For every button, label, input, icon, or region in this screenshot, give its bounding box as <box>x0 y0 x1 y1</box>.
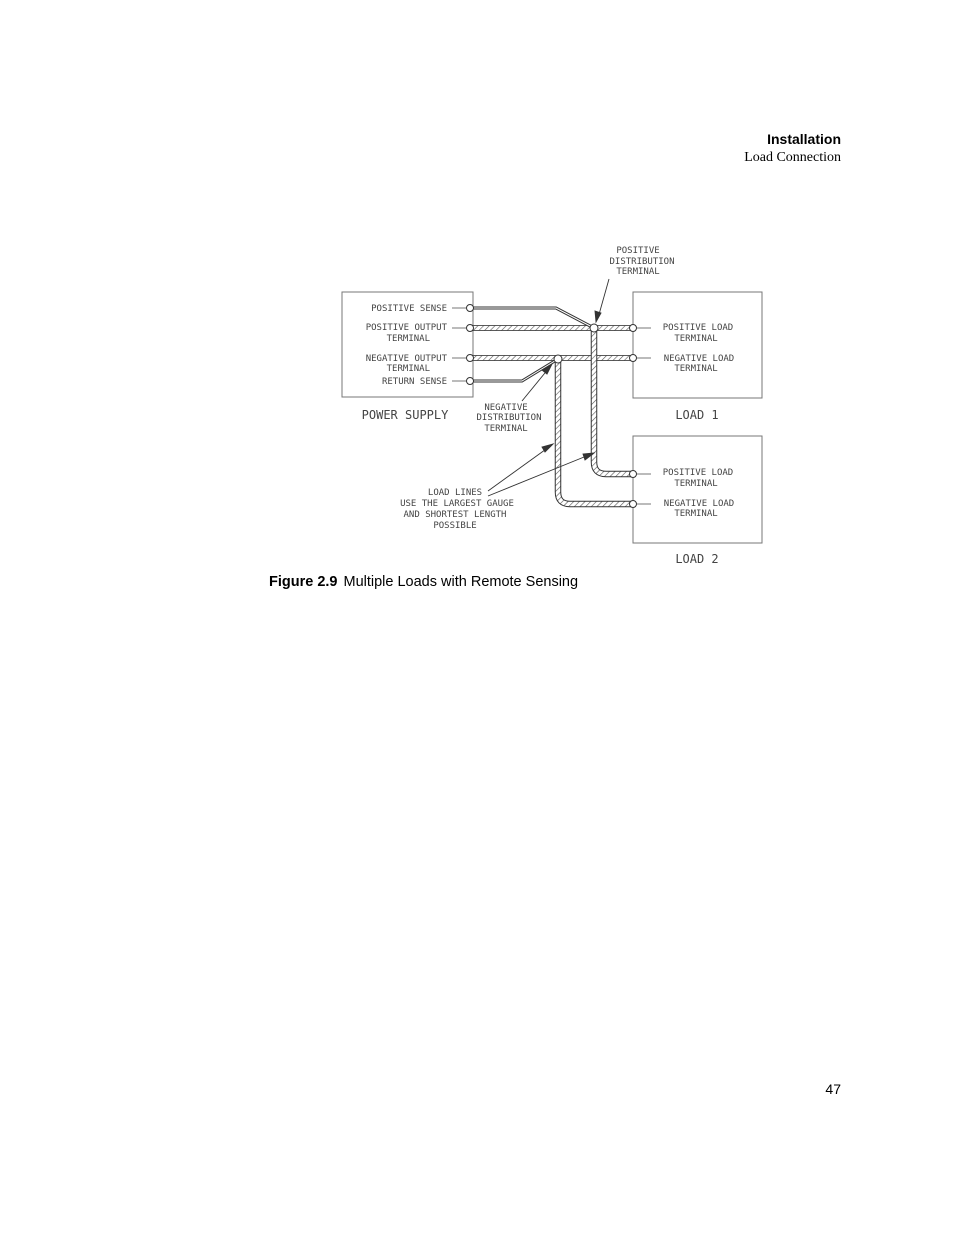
figure-caption <box>269 574 578 590</box>
load2-positive-wire <box>594 329 633 474</box>
figure-title: Multiple Loads with Remote Sensing <box>343 574 579 590</box>
load-lines-label-3: AND SHORTEST LENGTH <box>403 510 507 520</box>
pos-dist-label-3: TERMINAL <box>616 267 660 277</box>
figure-number: Figure 2.9 <box>269 574 338 590</box>
load1-title: LOAD 1 <box>675 408 719 422</box>
positive-output-label: POSITIVE OUTPUT <box>365 323 447 333</box>
load-lines-label-1: LOAD LINES <box>427 488 483 498</box>
load2-negative-label: NEGATIVE LOAD <box>663 499 735 509</box>
subsection-title: Load Connection <box>744 150 841 165</box>
load1-box <box>633 292 762 398</box>
load2-positive-label-2: TERMINAL <box>674 479 718 489</box>
neg-dist-label-2: DISTRIBUTION <box>476 413 542 423</box>
load2-positive-label: POSITIVE LOAD <box>662 468 734 478</box>
power-supply-title: POWER SUPPLY <box>361 408 449 422</box>
page-number: 47 <box>825 1081 841 1097</box>
negative-output-label-2: TERMINAL <box>386 364 430 374</box>
positive-distribution-terminal <box>590 324 598 332</box>
load1-negative-label: NEGATIVE LOAD <box>663 354 735 364</box>
load1-positive-label-2: TERMINAL <box>674 334 718 344</box>
load-lines-label-2: USE THE LARGEST GAUGE <box>400 499 514 509</box>
load1-negative-label-2: TERMINAL <box>674 364 718 374</box>
load2-box <box>633 436 762 543</box>
pos-dist-label-1: POSITIVE <box>616 246 660 256</box>
neg-dist-label-3: TERMINAL <box>484 424 528 434</box>
neg-dist-label-1: NEGATIVE <box>484 403 528 413</box>
negative-distribution-terminal <box>554 355 562 363</box>
return-sense-label: RETURN SENSE <box>381 377 447 387</box>
positive-sense-label: POSITIVE SENSE <box>371 304 447 314</box>
pos-dist-label-2: DISTRIBUTION <box>609 257 675 267</box>
positive-output-label-2: TERMINAL <box>386 334 430 344</box>
load2-title: LOAD 2 <box>675 552 719 566</box>
load-wires <box>470 326 633 361</box>
section-title: Installation <box>767 131 841 147</box>
load1-positive-label: POSITIVE LOAD <box>662 323 734 333</box>
load2-negative-label-2: TERMINAL <box>674 509 718 519</box>
negative-output-label: NEGATIVE OUTPUT <box>365 354 447 364</box>
load-lines-label-4: POSSIBLE <box>433 521 477 531</box>
